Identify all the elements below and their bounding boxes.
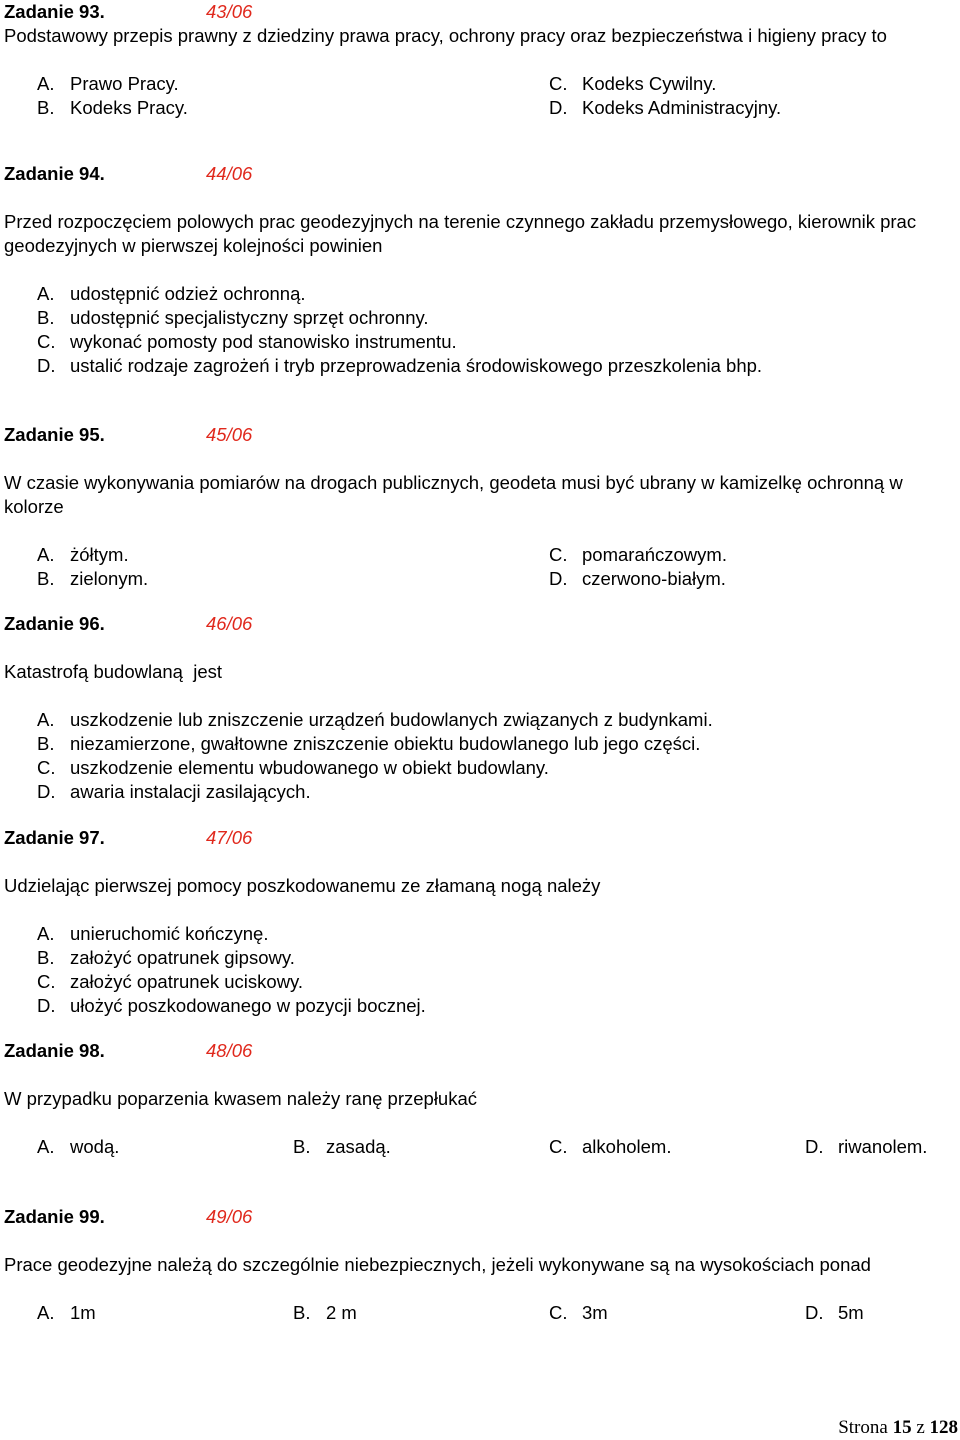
- task-94: [4, 162, 954, 378]
- option-text: pomarańczowym.: [582, 544, 727, 565]
- answer-option-b: [4, 946, 954, 970]
- task-header: [4, 826, 954, 850]
- task-code: 48/06: [206, 1040, 253, 1061]
- option-text: 1m: [70, 1302, 96, 1323]
- option-letter: B.: [37, 307, 55, 328]
- footer-page-number: 15: [892, 1417, 912, 1438]
- option-letter: D.: [805, 1302, 824, 1323]
- answer-option-c: [516, 72, 960, 96]
- answer-options: [4, 708, 954, 804]
- answer-option-a: [4, 72, 464, 96]
- task-99: [4, 1205, 954, 1325]
- task-code: 45/06: [206, 424, 253, 445]
- answer-option-d: [4, 354, 954, 378]
- answer-option-a: [4, 1135, 254, 1159]
- option-text: ustalić rodzaje zagrożeń i tryb przeprowadzenia środowiskowego przeszkolenia bhp.: [70, 355, 763, 376]
- option-text: Kodeks Administracyjny.: [582, 97, 782, 118]
- task-title: Zadanie 94.: [4, 163, 105, 184]
- option-letter: B.: [293, 1302, 311, 1323]
- answer-option-a: [4, 282, 954, 306]
- option-text: założyć opatrunek gipsowy.: [70, 947, 295, 968]
- task-title: Zadanie 93.: [4, 1, 105, 22]
- task-question: Katastrofą budowlaną jest: [4, 661, 223, 682]
- option-letter: B.: [293, 1136, 311, 1157]
- option-letter: B.: [37, 97, 55, 118]
- option-letter: C.: [37, 331, 56, 352]
- answer-options: [4, 543, 954, 591]
- footer-label: Strona: [838, 1417, 888, 1438]
- option-letter: B.: [37, 947, 55, 968]
- option-letter: A.: [37, 709, 55, 730]
- answer-option-b: [4, 732, 954, 756]
- answer-option-a: [4, 922, 954, 946]
- task-93: [4, 0, 954, 120]
- option-letter: C.: [549, 544, 568, 565]
- answer-option-c: [516, 1301, 766, 1325]
- option-letter: A.: [37, 1136, 55, 1157]
- task-question: Udzielając pierwszej pomocy poszkodowanemu ze złamaną nogą należy: [4, 875, 601, 896]
- option-text: wodą.: [70, 1136, 120, 1157]
- option-text: Kodeks Pracy.: [70, 97, 188, 118]
- task-code: 43/06: [206, 1, 253, 22]
- option-text: zasadą.: [326, 1136, 391, 1157]
- option-letter: D.: [549, 568, 568, 589]
- task-title: Zadanie 96.: [4, 613, 105, 634]
- answer-options: [4, 1301, 954, 1325]
- option-text: 3m: [582, 1302, 608, 1323]
- option-text: niezamierzone, gwałtowne zniszczenie obiektu budowlanego lub jego części.: [70, 733, 701, 754]
- option-text: Prawo Pracy.: [70, 73, 179, 94]
- option-letter: D.: [805, 1136, 824, 1157]
- task-code: 44/06: [206, 163, 253, 184]
- answer-option-b: [4, 96, 464, 120]
- option-letter: D.: [37, 355, 56, 376]
- task-title: Zadanie 95.: [4, 424, 105, 445]
- answer-option-c: [4, 970, 954, 994]
- task-96: [4, 612, 954, 804]
- answer-option-a: [4, 1301, 254, 1325]
- option-letter: C.: [549, 73, 568, 94]
- answer-option-d: [772, 1135, 960, 1159]
- option-text: wykonać pomosty pod stanowisko instrumentu.: [70, 331, 457, 352]
- option-letter: A.: [37, 544, 55, 565]
- task-header: [4, 0, 954, 24]
- answer-option-b: [4, 567, 464, 591]
- option-text: unieruchomić kończynę.: [70, 923, 269, 944]
- task-98: [4, 1039, 954, 1159]
- option-text: awaria instalacji zasilających.: [70, 781, 311, 802]
- task-header: [4, 423, 954, 447]
- task-question: W czasie wykonywania pomiarów na drogach publicznych, geodeta musi być ubrany w kamizelkę ochronną w kolorze: [4, 472, 903, 517]
- task-header: [4, 162, 954, 186]
- option-letter: C.: [37, 971, 56, 992]
- option-text: Kodeks Cywilny.: [582, 73, 717, 94]
- option-text: udostępnić specjalistyczny sprzęt ochronny.: [70, 307, 429, 328]
- answer-options: [4, 72, 954, 120]
- answer-options: [4, 922, 954, 1018]
- option-text: żółtym.: [70, 544, 129, 565]
- option-letter: D.: [549, 97, 568, 118]
- task-header: [4, 1205, 954, 1229]
- task-header: [4, 612, 954, 636]
- task-title: Zadanie 99.: [4, 1206, 105, 1227]
- answer-option-d: [4, 780, 954, 804]
- answer-option-c: [4, 330, 954, 354]
- option-text: zielonym.: [70, 568, 149, 589]
- task-header: [4, 1039, 954, 1063]
- answer-options: [4, 282, 954, 378]
- answer-options: [4, 1135, 954, 1159]
- answer-option-a: [4, 543, 464, 567]
- option-letter: A.: [37, 1302, 55, 1323]
- option-letter: A.: [37, 73, 55, 94]
- option-letter: C.: [549, 1302, 568, 1323]
- answer-option-d: [4, 994, 954, 1018]
- answer-option-b: [4, 306, 954, 330]
- task-question: Prace geodezyjne należą do szczególnie niebezpiecznych, jeżeli wykonywane są na wysokościach ponad: [4, 1254, 871, 1275]
- option-letter: C.: [549, 1136, 568, 1157]
- task-question: Podstawowy przepis prawny z dziedziny prawa pracy, ochrony pracy oraz bezpieczeństwa i higieny pracy to: [4, 25, 887, 46]
- option-letter: C.: [37, 757, 56, 778]
- option-letter: B.: [37, 568, 55, 589]
- task-question: W przypadku poparzenia kwasem należy ranę przepłukać: [4, 1088, 478, 1109]
- option-text: uszkodzenie lub zniszczenie urządzeń budowlanych związanych z budynkami.: [70, 709, 713, 730]
- option-text: ułożyć poszkodowanego w pozycji bocznej.: [70, 995, 426, 1016]
- answer-option-b: [260, 1135, 510, 1159]
- option-text: riwanolem.: [838, 1136, 928, 1157]
- answer-option-d: [516, 567, 960, 591]
- option-text: 5m: [838, 1302, 864, 1323]
- task-95: [4, 423, 954, 591]
- option-letter: B.: [37, 733, 55, 754]
- option-text: 2 m: [326, 1302, 357, 1323]
- option-letter: A.: [37, 923, 55, 944]
- answer-option-c: [516, 543, 960, 567]
- option-text: udostępnić odzież ochronną.: [70, 283, 306, 304]
- option-text: czerwono-białym.: [582, 568, 726, 589]
- task-title: Zadanie 98.: [4, 1040, 105, 1061]
- task-code: 47/06: [206, 827, 253, 848]
- task-97: [4, 826, 954, 1018]
- task-code: 49/06: [206, 1206, 253, 1227]
- answer-option-c: [4, 756, 954, 780]
- task-code: 46/06: [206, 613, 253, 634]
- footer-of: z: [916, 1417, 925, 1438]
- option-text: alkoholem.: [582, 1136, 672, 1157]
- option-text: założyć opatrunek uciskowy.: [70, 971, 304, 992]
- option-letter: A.: [37, 283, 55, 304]
- answer-option-d: [772, 1301, 960, 1325]
- page-footer: [838, 1416, 958, 1440]
- option-letter: D.: [37, 995, 56, 1016]
- answer-option-a: [4, 708, 954, 732]
- task-title: Zadanie 97.: [4, 827, 105, 848]
- answer-option-d: [516, 96, 960, 120]
- answer-option-b: [260, 1301, 510, 1325]
- footer-total-pages: 128: [929, 1417, 958, 1438]
- option-letter: D.: [37, 781, 56, 802]
- task-question: Przed rozpoczęciem polowych prac geodezyjnych na terenie czynnego zakładu przemysłowego, kierownik prac geodezyjnych w pierwszej kolejności powinien: [4, 211, 917, 256]
- answer-option-c: [516, 1135, 766, 1159]
- option-text: uszkodzenie elementu wbudowanego w obiekt budowlany.: [70, 757, 549, 778]
